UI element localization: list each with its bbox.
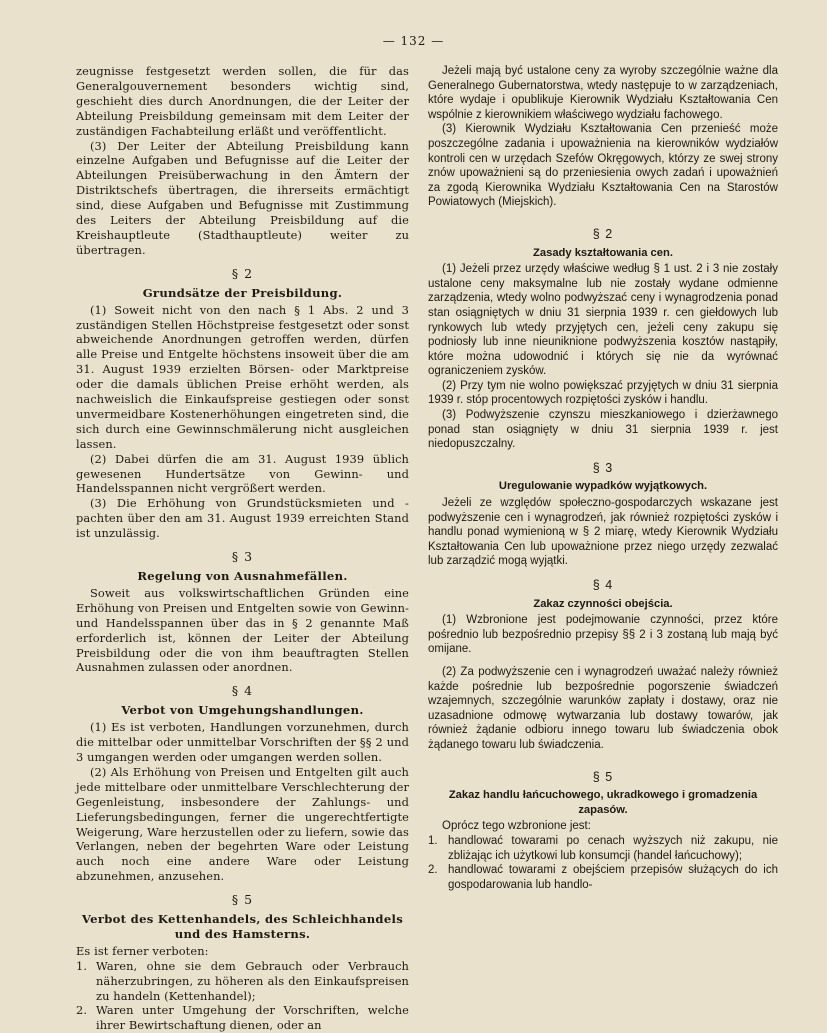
list-item (428, 863, 778, 892)
list-item-number: 1. (76, 958, 88, 973)
de-section-5-number: § 5 (231, 892, 254, 908)
list-item-text: handlować towarami po cenach wyższych niż zakupu, nie zbliżając ich użytkowi lub konsumcji (handel łańcuchowy); (448, 834, 778, 862)
pl-section-2-number: § 2 (592, 226, 614, 241)
de-section-4-title: Verbot von Umgehungshandlungen. (121, 703, 364, 718)
list-item-text: Waren, ohne sie dem Gebrauch oder Verbrauch näherzubringen, zu höheren als den Einkaufspreisen zu handeln (Kettenhandel); (96, 958, 409, 1003)
de-section-3-paragraph-1: Soweit aus volkswirtschaftlichen Gründen eine Erhöhung von Preisen und Entgelten sowie von Gewinn- und Handelsspannen über das in § 2 genannte Maß erforderlich ist, können der Leiter der Abteilung Preisbildung oder die von ihm beauftragten Stellen Ausnahmen zulassen oder anordnen. (76, 585, 409, 675)
pl-section-5-intro: Oprócz tego wzbronione jest: (442, 820, 591, 833)
list-item-number: 2. (76, 1003, 88, 1018)
de-section-2-paragraph-1: (1) Soweit nicht von den nach § 1 Abs. 2 und 3 zuständigen Stellen Höchstpreise festgesetzt oder sonst abweichende Anordnungen getroffen werden, dürfen alle Preise und Entgelte höchstens insoweit über die am 31. August 1939 erzielten Börsen- oder Marktpreise oder die damals üblichen Preise erhöht werden, als nachweislich die Einkaufspreise gestiegen oder sonst unvermeidbare Kostenerhöhungen eingetreten sind, die sich durch eine Gewinnschmälerung nicht ausgleichen lassen. (76, 302, 409, 451)
de-section-5-intro: Es ist ferner verboten: (76, 943, 209, 958)
pl-section-4-number: § 4 (592, 578, 614, 592)
de-section-2-title: Grundsätze der Preisbildung. (142, 285, 343, 300)
pl-section-5-list (428, 834, 778, 892)
pl-section-5-number: § 5 (592, 769, 614, 784)
de-section-5-title: Verbot des Kettenhandels, des Schleichhandels und des Hamsterns. (81, 912, 404, 941)
list-item-text: Waren unter Umgehung der Vorschriften, welche ihrer Bewirtschaftung dienen, oder an (96, 1003, 409, 1033)
pl-section-2-title: Zasady kształtowania cen. (533, 246, 673, 259)
de-section-2-number: § 2 (231, 265, 254, 281)
de-section-2-paragraph-2: (2) Dabei dürfen die am 31. August 1939 üblich gewesenen Hundertsätze von Gewinn- und Handelsspannen nicht vergrößert werden. (76, 451, 409, 496)
list-item (76, 1003, 409, 1033)
pl-section-2-paragraph-2: (2) Przy tym nie wolno powiększać przyjętych w dniu 31 sierpnia 1939 r. stóp procentowych rozpiętości zysków i handlu. (428, 379, 778, 407)
de-section-3-title: Regelung von Ausnahmefällen. (137, 569, 348, 583)
list-item (76, 959, 409, 1004)
pl-section-4-paragraph-2: (2) Za podwyższenie cen i wynagrodzeń uważać należy również każde pośrednie lub bezpośrednie pogorszenie świadczeń wzajemnych, szczególnie warunków zapłaty i dostawy, oraz nie uzasadnione odmowę wytwarzania lub dostawy towarów, jak również żądanie odbioru innego towaru lub świadczenia obok żądanego towaru lub świadczenia. (428, 665, 778, 751)
pl-intro-paragraph: Jeżeli mają być ustalone ceny za wyroby szczególnie ważne dla Generalnego Gubernatorstwa, wtedy następuje to w zarządzeniach, które wydaje i opublikuje Kierownik Wydziału Kształtowania Cen wspólnie z kierownikiem właściwego wydziału fachowego. (428, 65, 778, 121)
de-section-2-paragraph-3: (3) Die Erhöhung von Grundstücksmieten und -pachten über den am 31. August 1939 erreichten Stand ist unzulässig. (76, 496, 409, 541)
pl-paragraph-3: (3) Kierownik Wydziału Kształtowania Cen przenieść może poszczególne zadania i upoważnienia na kierowników wydziałów kontroli cen w urzędach Szefów Okręgowych, którzy ze swej strony znów upoważnieni są do przeniesienia owych zadań i upoważnień za zgodą Kierownika Wydziału Kształtowania Cen na Starostów Powiatowych (Miejskich). (428, 123, 778, 209)
pl-section-4-paragraph-1: (1) Wzbronione jest podejmowanie czynności, przez które pośrednio lub bezpośrednio przepisy §§ 2 i 3 zostaną lub mają być omijane. (428, 614, 778, 656)
de-section-4-paragraph-1: (1) Es ist verboten, Handlungen vorzunehmen, durch die mittelbar oder unmittelbar Vorschriften der §§ 2 und 3 umgangen werden oder umgangen werden sollen. (76, 720, 409, 764)
list-item-text: handlować towarami z obejściem przepisów służących do ich gospodarowania lub handlo- (448, 864, 778, 891)
pl-section-3-title: Uregulowanie wypadków wyjątkowych. (498, 480, 708, 493)
de-intro-paragraph: zeugnisse festgesetzt werden sollen, die für das Generalgouvernement besonders wichtig sind, geschieht dies durch Anordnungen, die der Leiter der Abteilung Preisbildung gemeinsam mit dem Leiter der zuständigen Fachabteilung erläßt und veröffentlicht. (76, 64, 409, 138)
pl-section-2-paragraph-3: (3) Podwyższenie czynszu mieszkaniowego i dzierżawnego ponad stan osiągnięty w dniu 31 sierpnia 1939 r. jest niedopuszczalny. (428, 409, 778, 451)
pl-section-3-number: § 3 (592, 460, 614, 475)
de-paragraph-3: (3) Der Leiter der Abteilung Preisbildung kann einzelne Aufgaben und Befugnisse auf die Leiter der Abteilungen Preisüberwachung in den Ämtern der Distriktschefs übertragen, die ihrerseits ermächtigt sind, diese Aufgaben und Befugnisse mit Zustimmung des Leiters der Abteilung Preisbildung auf die Kreishauptleute (Stadthauptleute) weiter zu übertragen. (76, 138, 409, 257)
pl-section-2-paragraph-1: (1) Jeżeli przez urzędy właściwe według § 1 ust. 2 i 3 nie zostały ustalone ceny maksymalne lub nie zostały wydane odmienne zarządzenia, wtedy wolno podwyższać ceny i wynagrodzenia ponad stan osiągniętych w dniu 31 sierpnia 1939 r. cen giełdowych lub rynkowych lub wtedy przyjętych cen, jeżeli ceny zakupu się podniosły lub inne nieuniknione podwyższenia kosztów nastąpiły, które można udowodnić i których się nie da wyrównać ograniczeniem zysków. (428, 263, 778, 378)
list-item (428, 834, 778, 863)
de-section-3-number: § 3 (231, 549, 254, 565)
pl-section-4-title: Zakaz czynności obejścia. (533, 597, 673, 610)
de-section-4-number: § 4 (231, 683, 254, 699)
page-number: — 132 — (382, 34, 445, 48)
pl-section-5-title: Zakaz handlu łańcuchowego, ukradkowego i gromadzenia zapasów. (448, 789, 758, 816)
polish-column (428, 64, 778, 892)
list-item-number: 2. (428, 864, 438, 877)
de-section-5-list (76, 959, 409, 1033)
german-column (76, 64, 409, 1033)
de-section-4-paragraph-2: (2) Als Erhöhung von Preisen und Entgelten gilt auch jede mittelbare oder unmittelbare Verschlechterung der Gegenleistung, insbesondere der Zahlungs- und Lieferungsbedingungen, ferner die ungerechtfertigte Weigerung, Ware herzustellen oder zu liefern, sowie das Verlangen, neben der begehrten Ware oder Leistung auch noch eine andere Ware oder Leistung abzunehmen, anzusehen. (76, 764, 409, 884)
pl-section-3-paragraph-1: Jeżeli ze względów społeczno-gospodarczych wskazane jest podwyższenie cen i wynagrodzeń, jak również rozpiętości zysków i handlu ponad wymienioną w § 2 miarę, wtedy Kierownik Wydziału Kształtowania Cen lub upoważnione przez niego urzędy zezwalać lub zarządzić mogą wyjątki. (428, 497, 778, 568)
list-item-number: 1. (428, 834, 438, 847)
